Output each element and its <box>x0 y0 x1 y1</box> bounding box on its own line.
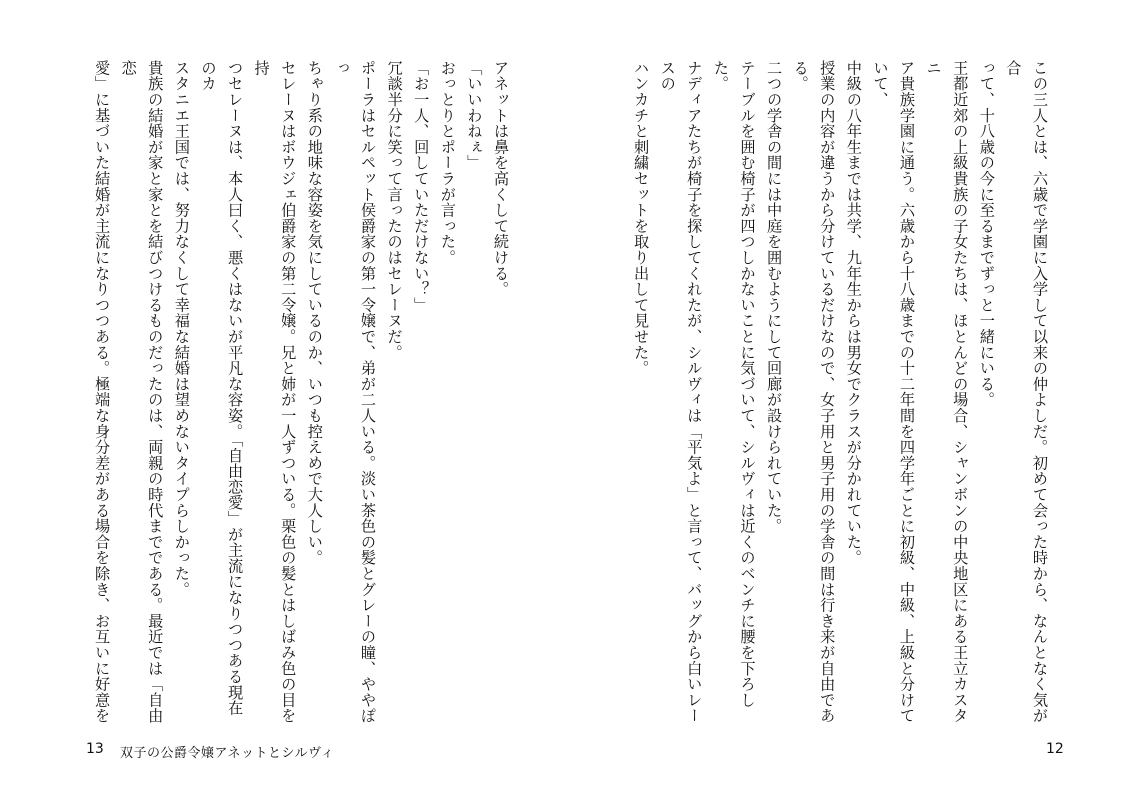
left-page <box>0 0 562 800</box>
text-line: 「いいわねぇ」 <box>465 60 484 171</box>
text-line: おっとりとポーラが言った。 <box>438 60 457 266</box>
text-line: つセレーヌは、本人曰く、悪くはないが平凡な容姿。「自由恋愛」が主流になりつつある現在のカ <box>199 60 245 716</box>
text-line: アネットは鼻を高くして続ける。 <box>492 60 510 297</box>
text-line: 授業の内容が違うから分けているだけなので、女子用と男子用の学舎の間は行き来が自由である。 <box>791 60 837 724</box>
text-line: ポーラはセルペット侯爵家の第一令嬢で、弟が二人いる。淡い茶色の髪とグレーの瞳、ややぽっ <box>332 60 378 724</box>
text-line: 中級の八年生までは共学、九年生からは男女でクラスが分かれていた。 <box>844 60 863 566</box>
right-page-body <box>623 60 1053 730</box>
text-line: 貴族の結婚が家と家とを結びつけるものだったのは、両親の時代までである。最近では「自由恋 <box>119 60 165 724</box>
text-line: テーブルを囲む椅子が四つしかないことに気づいて、シルヴィは近くのベンチに腰を下ろした。 <box>711 60 757 708</box>
page-number: 13 <box>86 741 104 757</box>
text-line: ハンカチと刺繍セットを取り出して見せた。 <box>632 60 651 376</box>
text-line: 「お一人、回していただけない？」 <box>412 60 431 313</box>
text-line: 王都近郊の上級貴族の子女たちは、ほとんどの場合、シャンボンの中央地区にある王立カスタニ <box>924 60 970 724</box>
text-line: って、十八歳の今に至るまでずっと一緒にいる。 <box>977 60 996 408</box>
text-line: スタニエ王国では、努力なくして幸福な結婚は望めないタイプらしかった。 <box>172 60 191 598</box>
text-line: セレーヌはボウジェ伯爵家の第二令嬢。兄と姉が一人ずついる。栗色の髪とはしばみ色の目を持 <box>252 60 298 724</box>
right-page <box>563 0 1125 800</box>
text-line: 愛」に基づいた結婚が主流になりつつある。極端な身分差がある場合を除き、お互いに好意を <box>93 60 112 724</box>
text-line <box>623 60 628 730</box>
page-number: 12 <box>1046 741 1064 757</box>
text-line: ナディアたちが椅子を探してくれたが、シルヴィは「平気よ」と言って、バッグから白いレースの <box>658 60 704 724</box>
text-line: 二つの学舎の間には中庭を囲むようにして回廊が設けられていた。 <box>765 60 784 534</box>
left-page-body <box>84 60 514 730</box>
text-line: ちゃり系の地味な容姿を気にしているのか、いつも控えめで大人しい。 <box>305 60 324 566</box>
running-header: 双子の公爵令嬢アネットとシルヴィ <box>120 746 335 761</box>
text-line: 冗談半分に笑って言ったのはセレーヌだ。 <box>385 60 404 361</box>
text-line: ア貴族学園に通う。六歳から十八歳までの十二年間を四学年ごとに初級、中級、上級と分けていて、 <box>871 60 917 724</box>
text-line: この三人とは、六歳で学園に入学して以来の仲よしだ。初めて会った時から、なんとなく気が合 <box>1004 60 1049 724</box>
